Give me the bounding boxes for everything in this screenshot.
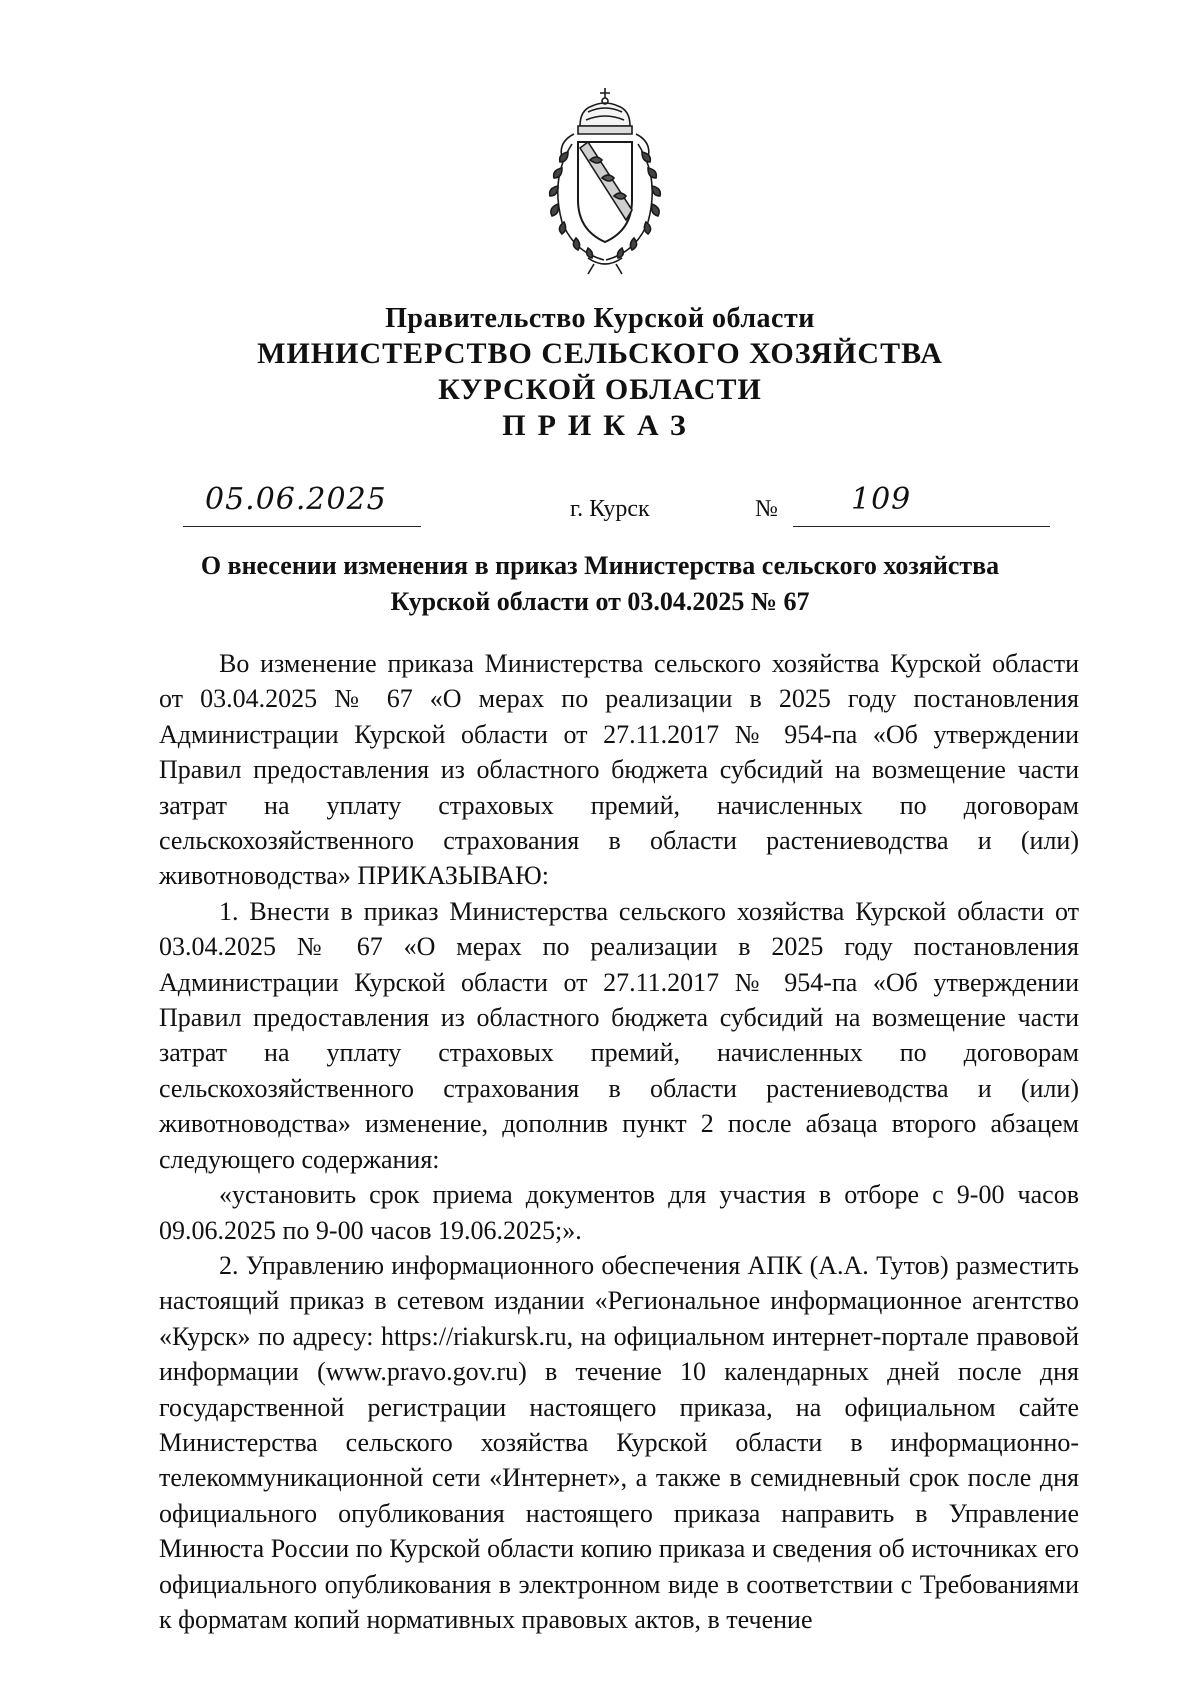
handwritten-number: 109 bbox=[851, 482, 912, 517]
document-header bbox=[0, 302, 1200, 444]
ministry-title-line1: МИНИСТЕРСТВО СЕЛЬСКОГО ХОЗЯЙСТВА bbox=[257, 337, 943, 370]
paragraph-item-2: 2. Управлению информационного обеспечения АПК (А.А. Тутов) разместить настоящий приказ в сетевом издании «Региональное информационное агентство «Курск» по адресу: https://riakursk.ru, на официальном интернет-портале правовой информации (www.pravo.gov.ru) в течение 10 календарных дней после дня государственной регистрации настоящего приказа, на официальном сайте Министерства сельского хозяйства Курской области в информационно-телекоммуникационной сети «Интернет», а также в семидневный срок после дня официального опубликования настоящего приказа направить в Управление Минюста России по Курской области копию приказа и сведения об источниках его официального опубликования в электронном виде в соответствии с Требованиями к форматам копий нормативных правовых актов, в течение bbox=[159, 1250, 1079, 1634]
paragraph-preamble: Во изменение приказа Министерства сельского хозяйства Курской области от 03.04.2025 № 67 «О мерах по реализации в 2025 году постановления Администрации Курской области от 27.11.2017 № 954-па «Об утверждении Правил предоставления из областного бюджета субсидий на возмещение части затрат на уплату страховых премий, начисленных по договорам сельскохозяйственного страхования в области растениеводства и (или) животноводства» ПРИКАЗЫВАЮ: bbox=[159, 649, 1079, 891]
ministry-title-line2: КУРСКОЙ ОБЛАСТИ bbox=[438, 373, 762, 406]
date-field bbox=[183, 482, 421, 527]
number-sign: № bbox=[755, 496, 778, 522]
order-title-line1: О внесении изменения в приказ Министерства сельского хозяйства bbox=[200, 551, 1000, 580]
coat-of-arms-icon bbox=[528, 82, 682, 278]
city-label: г. Курск bbox=[570, 496, 650, 522]
government-title: Правительство Курской области bbox=[385, 303, 815, 334]
order-title-line2: Курской области от 03.04.2025 № 67 bbox=[390, 587, 810, 616]
handwritten-date: 05.06.2025 bbox=[205, 482, 387, 517]
paragraph-item-1: 1. Внести в приказ Министерства сельского хозяйства Курской области от 03.04.2025 № 67 «О мерах по реализации в 2025 году постановления Администрации Курской области от 27.11.2017 № 954-па «Об утверждении Правил предоставления из областного бюджета субсидий на возмещение части затрат на уплату страховых премий, начисленных по договорам сельскохозяйственного страхования в области растениеводства и (или) животноводства» изменение, дополнив пункт 2 после абзаца второго абзацем следующего содержания: bbox=[159, 896, 1079, 1174]
order-title bbox=[100, 548, 1100, 620]
date-city-number-line bbox=[0, 482, 1200, 532]
order-body bbox=[159, 646, 1079, 1637]
document-type: ПРИКАЗ bbox=[502, 409, 698, 442]
paragraph-quoted-text: «установить срок приема документов для участия в отборе с 9-00 часов 09.06.2025 по 9-00 часов 19.06.2025;». bbox=[159, 1180, 1079, 1245]
number-field bbox=[793, 482, 1050, 527]
